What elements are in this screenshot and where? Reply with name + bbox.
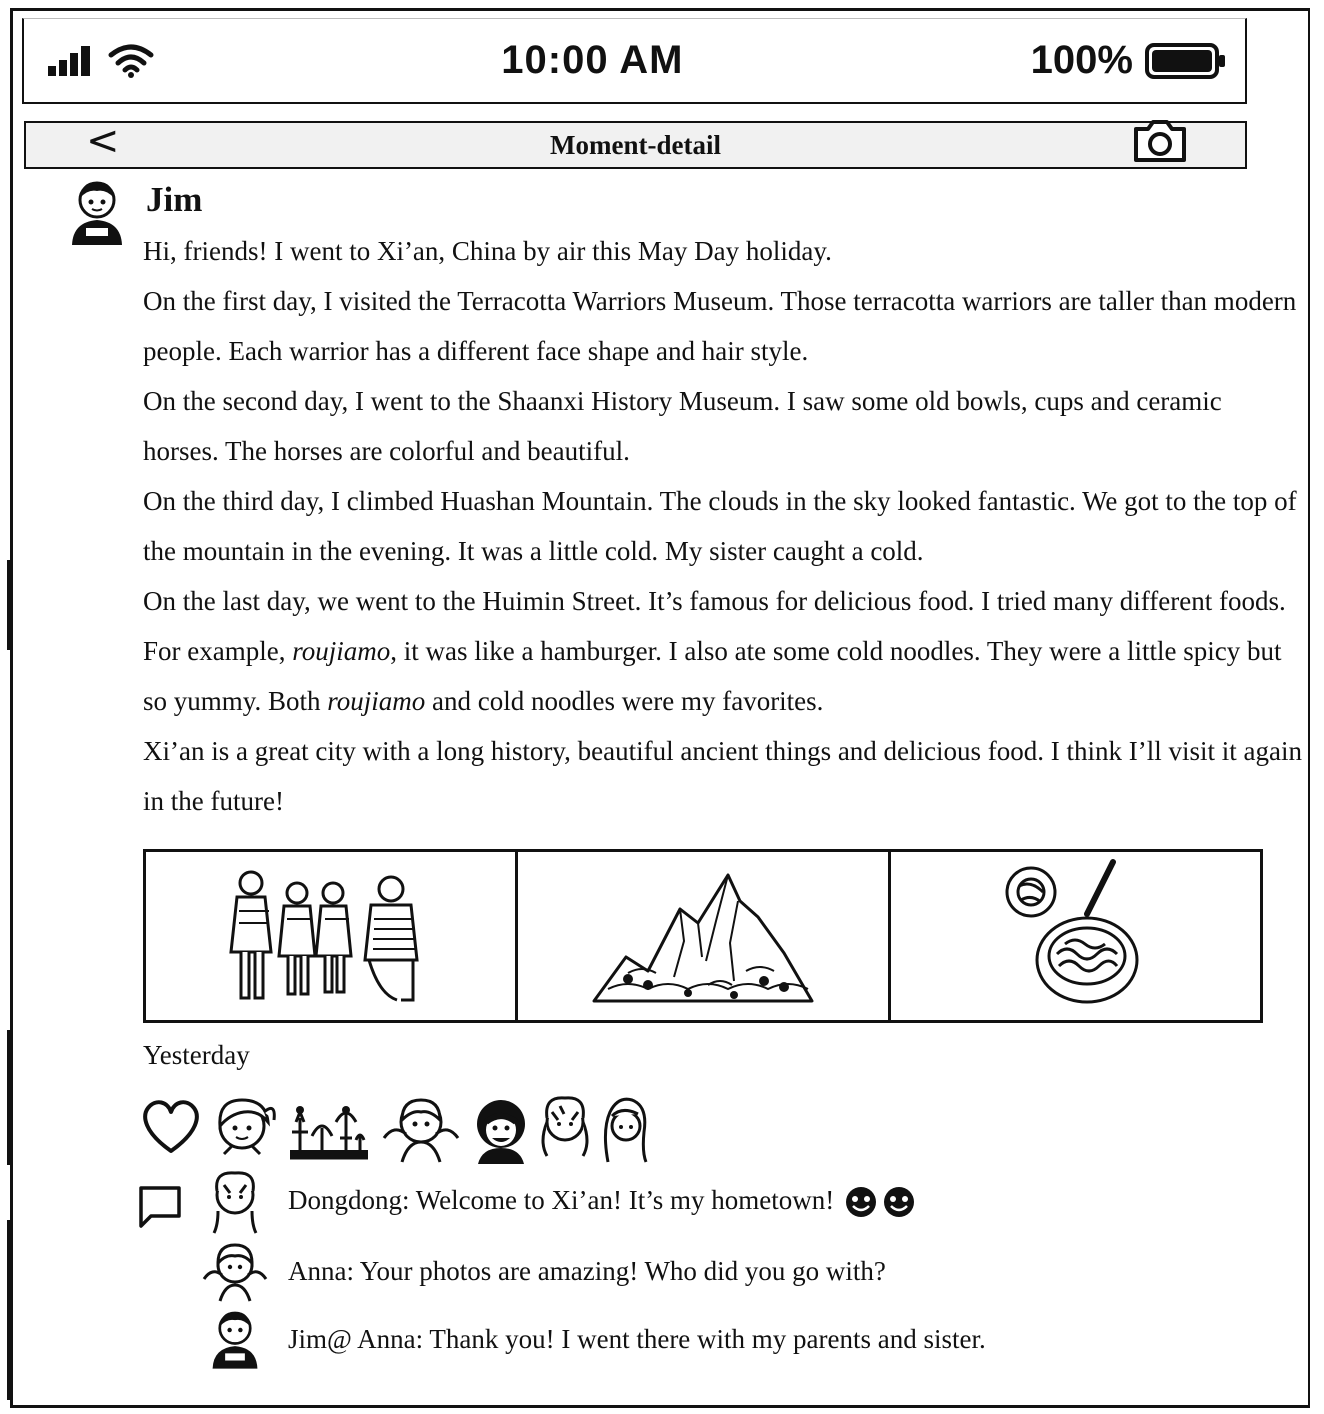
photo-terracotta-warriors[interactable] (146, 852, 515, 1020)
avatar-girl-pigtails-icon (208, 1167, 262, 1237)
comment-emojis (844, 1185, 916, 1219)
mountain-icon (588, 861, 818, 1011)
commenter-name[interactable]: Dongdong (288, 1184, 402, 1215)
commenter-avatar[interactable] (200, 1304, 270, 1374)
avatar-boy-icon (209, 1307, 261, 1371)
status-battery (1031, 38, 1227, 83)
avatar-man-icon[interactable] (470, 1092, 532, 1164)
like-button[interactable] (140, 1096, 202, 1161)
comment-icon (138, 1185, 182, 1229)
noodles-bowl-icon (995, 856, 1155, 1016)
post-body (143, 226, 1303, 826)
edge-mark (7, 560, 10, 650)
comment-text: Dongdong: Welcome to Xi’an! It’s my hometown! (288, 1185, 916, 1220)
camera-icon (1132, 117, 1188, 163)
avatar-girl-icon[interactable] (208, 1092, 280, 1164)
comment-body: Welcome to Xi’an! It’s my hometown! (415, 1184, 835, 1215)
commenter-name[interactable]: Anna (288, 1255, 347, 1286)
avatar-girl-bun-icon[interactable] (378, 1092, 464, 1164)
comment-text: Anna: Your photos are amazing! Who did you go with? (288, 1255, 886, 1286)
commenter-avatar[interactable] (200, 1167, 270, 1237)
comment-item (200, 1304, 986, 1374)
heart-icon (140, 1096, 202, 1156)
edge-mark (7, 1220, 10, 1400)
battery-percentage: 100% (1030, 38, 1133, 82)
author-name[interactable]: Jim (146, 180, 203, 219)
photo-grid (143, 849, 1263, 1023)
post-paragraph: Hi, friends! I went to Xi’an, China by air this May Day holiday. (143, 236, 832, 266)
commenter-avatar[interactable] (200, 1236, 270, 1306)
avatar-girl-long-hair-icon[interactable] (598, 1092, 652, 1164)
photo-huashan-mountain[interactable] (515, 852, 887, 1020)
signal-icon (46, 44, 98, 78)
comment-item (200, 1167, 916, 1237)
author-avatar[interactable] (68, 178, 126, 246)
camera-button[interactable] (1132, 117, 1188, 168)
post-paragraph: On the last day, we went to the Huimin Street. It’s famous for delicious food. I tried many different foods. For example, roujiamo, it was like a hamburger. I also ate some cold noodles. They were a little spicy but so yummy. Both roujiamo and cold noodles were my favorites. (143, 586, 1286, 716)
status-bar (22, 18, 1247, 104)
wifi-icon (108, 43, 154, 79)
avatar-boy-icon (68, 178, 126, 246)
comment-button[interactable] (138, 1185, 182, 1234)
back-button[interactable]: < (86, 118, 120, 164)
edge-mark (7, 1030, 10, 1165)
terracotta-warriors-icon (221, 861, 441, 1011)
avatar-girl-bun-icon (200, 1239, 270, 1303)
post-timestamp: Yesterday (143, 1040, 250, 1070)
comment-body: Your photos are amazing! Who did you go with? (359, 1255, 886, 1286)
post-paragraph: On the third day, I climbed Huashan Mountain. The clouds in the sky looked fantastic. We got to the top of the mountain in the evening. It was a little cold. My sister caught a cold. (143, 486, 1297, 566)
battery-icon (1145, 42, 1227, 80)
comment-text: Jim@ Anna: Thank you! I went there with my parents and sister. (288, 1323, 986, 1354)
avatar-plants-icon[interactable] (286, 1092, 372, 1164)
comment-body: Thank you! I went there with my parents and sister. (429, 1323, 986, 1354)
navigation-bar (24, 118, 1247, 169)
comment-item (200, 1236, 886, 1306)
avatar-girl-pigtails-icon[interactable] (538, 1092, 592, 1164)
commenter-name[interactable]: Jim@ Anna (288, 1323, 416, 1354)
post-paragraph: Xi’an is a great city with a long history, beautiful ancient things and delicious food. I think I’ll visit it again in the future! (143, 736, 1302, 816)
smile-emoji-icon (882, 1185, 916, 1219)
status-indicators (46, 43, 154, 79)
post-paragraph: On the first day, I visited the Terracotta Warriors Museum. Those terracotta warriors are taller than modern people. Each warrior has a different face shape and hair style. (143, 286, 1297, 366)
likes-row (140, 1092, 652, 1164)
smile-emoji-icon (844, 1185, 878, 1219)
page-title: Moment-detail (550, 129, 721, 160)
post-paragraph: On the second day, I went to the Shaanxi History Museum. I saw some old bowls, cups and ceramic horses. The horses are colorful and beautiful. (143, 386, 1222, 466)
status-time: 10:00 AM (501, 38, 684, 82)
photo-noodles[interactable] (888, 852, 1260, 1020)
